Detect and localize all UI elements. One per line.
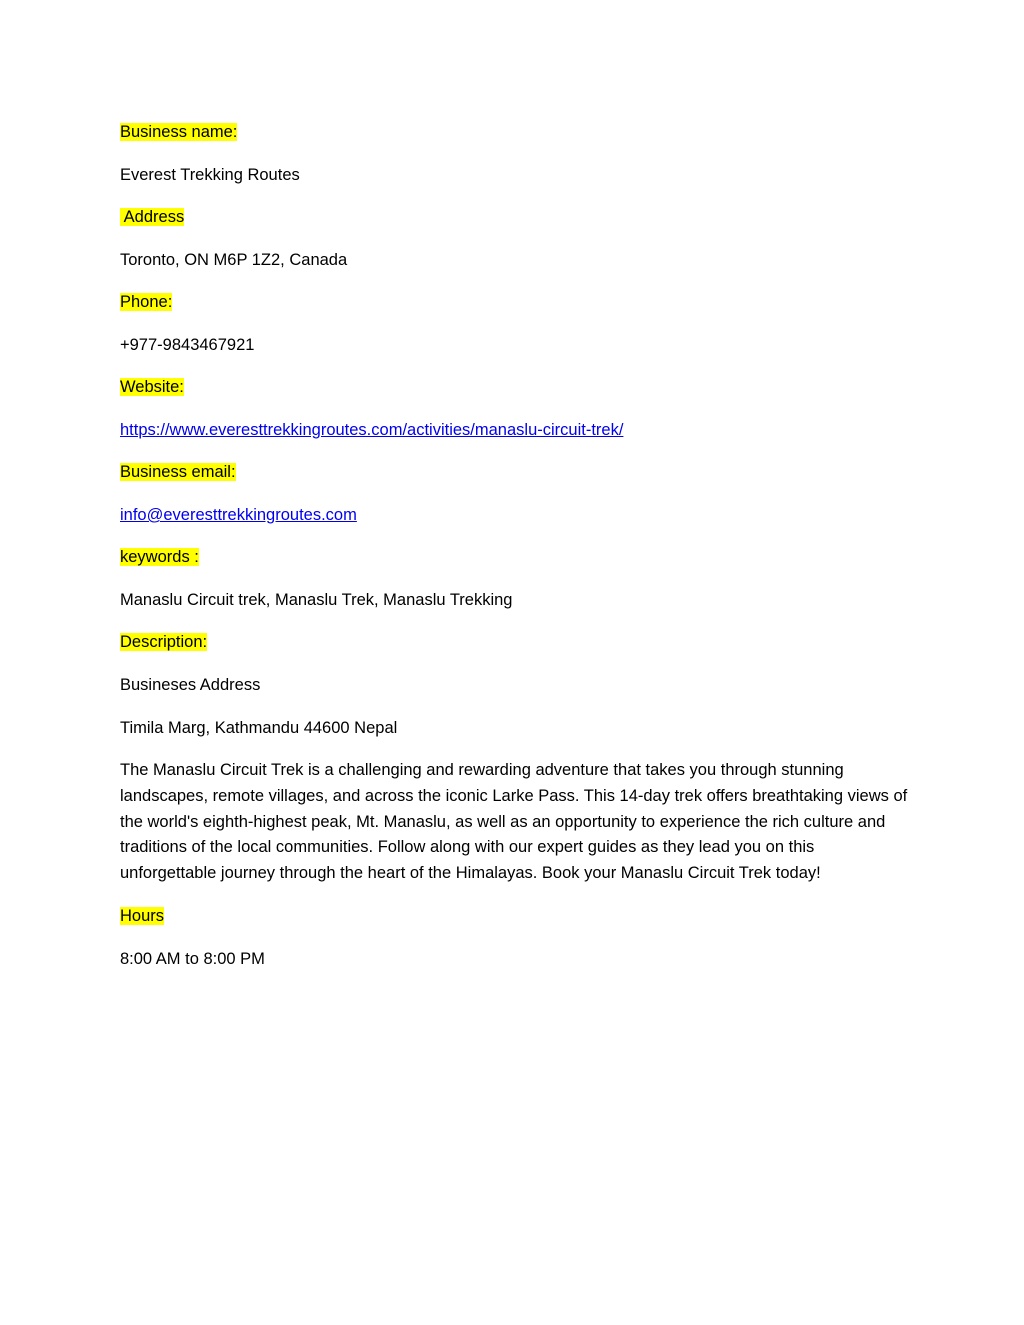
email-label: Business email: [120, 463, 236, 481]
keywords-value: Manaslu Circuit trek, Manaslu Trek, Manaslu Trekking [120, 591, 513, 609]
business-name-value: Everest Trekking Routes [120, 166, 300, 184]
description-line-1: Busineses Address [120, 676, 261, 694]
description-paragraph: The Manaslu Circuit Trek is a challenging and rewarding adventure that takes you through stunning landscapes, remote villages, and across the iconic Larke Pass. This 14-day trek offers breathtaking views of the world's eighth-highest peak, Mt. Manaslu, as well as an opportunity to experience the rich culture and traditions of the local communities. Follow along with our expert guides as they lead you on this unforgettable journey through the heart of the Himalayas. Book your Manaslu Circuit Trek today! [120, 761, 908, 883]
phone-value: +977-9843467921 [120, 336, 255, 354]
description-label-row [120, 632, 207, 652]
website-link-row [120, 420, 623, 440]
keywords-label-row [120, 547, 199, 567]
hours-label-row [120, 906, 164, 926]
business-name-label: Business name: [120, 123, 238, 141]
address-label-row [120, 207, 184, 227]
website-label: Website: [120, 378, 184, 396]
phone-label: Phone: [120, 293, 173, 311]
email-label-row [120, 462, 236, 482]
business-name-label-row [120, 122, 237, 142]
hours-label: Hours [120, 907, 165, 925]
website-link[interactable]: https://www.everesttrekkingroutes.com/activities/manaslu-circuit-trek/ [120, 421, 624, 439]
hours-value: 8:00 AM to 8:00 PM [120, 950, 265, 968]
keywords-label: keywords : [120, 548, 199, 566]
description-label: Description: [120, 633, 208, 651]
address-label: Address [120, 208, 185, 226]
email-link-row [120, 505, 357, 525]
phone-label-row [120, 292, 172, 312]
website-label-row [120, 377, 184, 397]
email-link[interactable]: info@everesttrekkingroutes.com [120, 506, 357, 524]
description-line-2: Timila Marg, Kathmandu 44600 Nepal [120, 719, 398, 737]
address-value: Toronto, ON M6P 1Z2, Canada [120, 251, 348, 269]
